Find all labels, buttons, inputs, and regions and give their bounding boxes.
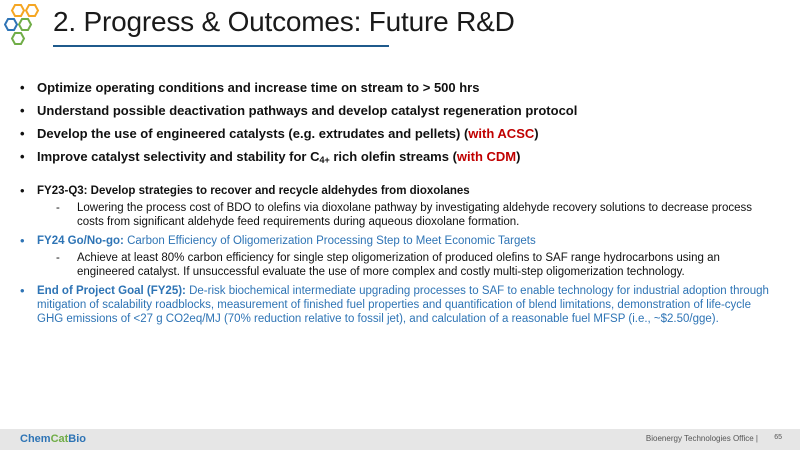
bullet-text: Optimize operating conditions and increase time on stream to > 500 hrs: [37, 80, 480, 95]
bullet-text: Improve catalyst selectivity and stability for C: [37, 149, 320, 164]
partner-highlight: with ACSC: [468, 126, 535, 141]
milestone-detail-text: Achieve at least 80% carbon efficiency for single step oligomerization of produced olefins to SAF range hydrocarbons using an engineered catalyst. If unsuccessful evaluate the use of more complex and costly multi-step oligomerization technology.: [77, 252, 720, 278]
hexagon-cluster-icon: [4, 2, 48, 46]
logo-part: Chem: [20, 433, 51, 445]
main-bullet-list: [20, 80, 780, 165]
footer-bar: [0, 429, 800, 450]
bullet-text-end: ): [534, 126, 539, 141]
main-bullet-3: [20, 126, 780, 142]
bullet-text: Develop the use of engineered catalysts (e.g. extrudates and pellets) (: [37, 126, 469, 141]
dash-marker: -: [56, 252, 60, 264]
milestone-detail: [37, 251, 780, 279]
milestone-fy23-q3: [20, 184, 780, 229]
logo-part: Bio: [68, 433, 87, 445]
chemcatbio-logo: [20, 433, 86, 445]
logo-part: Cat: [50, 433, 69, 445]
bullet-text-mid: rich olefin streams (: [329, 149, 457, 164]
milestone-fy24-go-no-go: [20, 234, 780, 279]
main-bullet-1: [20, 80, 780, 96]
plan-list: [20, 184, 780, 326]
milestone-end-of-project: [20, 284, 780, 326]
milestone-label: FY24 Go/No-go:: [37, 235, 124, 247]
milestone-detail-text: Lowering the process cost of BDO to olefins via dioxolane pathway by investigating aldehyde recovery solutions to decrease process costs from significant aldehyde feed requirements during aqueous dioxolane formation.: [77, 202, 753, 228]
dash-marker: -: [56, 202, 60, 214]
main-bullet-2: [20, 103, 780, 119]
slide-content: [20, 80, 780, 330]
milestone-label: End of Project Goal (FY25):: [37, 285, 186, 297]
main-bullet-4: [20, 149, 780, 165]
milestone-detail: [37, 201, 780, 229]
partner-highlight: with CDM: [456, 149, 517, 164]
milestone-text: De-risk biochemical intermediate upgrading processes to SAF to enable technology for industrial adoption through mitigation of scalability roadblocks, measurement of finished fuel properties and quantification of blend limitations, demonstration of life-cycle GHG emissions of <27 g CO2eq/MJ (70% reduction relative to fossil jet), and calculation of a reasonable fuel MFSP (i.e., ~$2.50/gge).: [37, 285, 769, 325]
spacer: [20, 172, 780, 184]
subscript: 4+: [319, 155, 330, 165]
office-name: Bioenergy Technologies Office |: [645, 434, 758, 443]
milestone-label: FY23-Q3: Develop strategies to recover and recycle aldehydes from dioxolanes: [37, 185, 470, 197]
milestone-text: Carbon Efficiency of Oligomerization Processing Step to Meet Economic Targets: [123, 235, 536, 247]
page-title: 2. Progress & Outcomes: Future R&D: [53, 6, 515, 37]
bullet-text: Understand possible deactivation pathways and develop catalyst regeneration protocol: [37, 103, 578, 118]
page-number: 65: [774, 434, 782, 441]
title-underline: [53, 45, 389, 47]
bullet-text-end: ): [516, 149, 521, 164]
